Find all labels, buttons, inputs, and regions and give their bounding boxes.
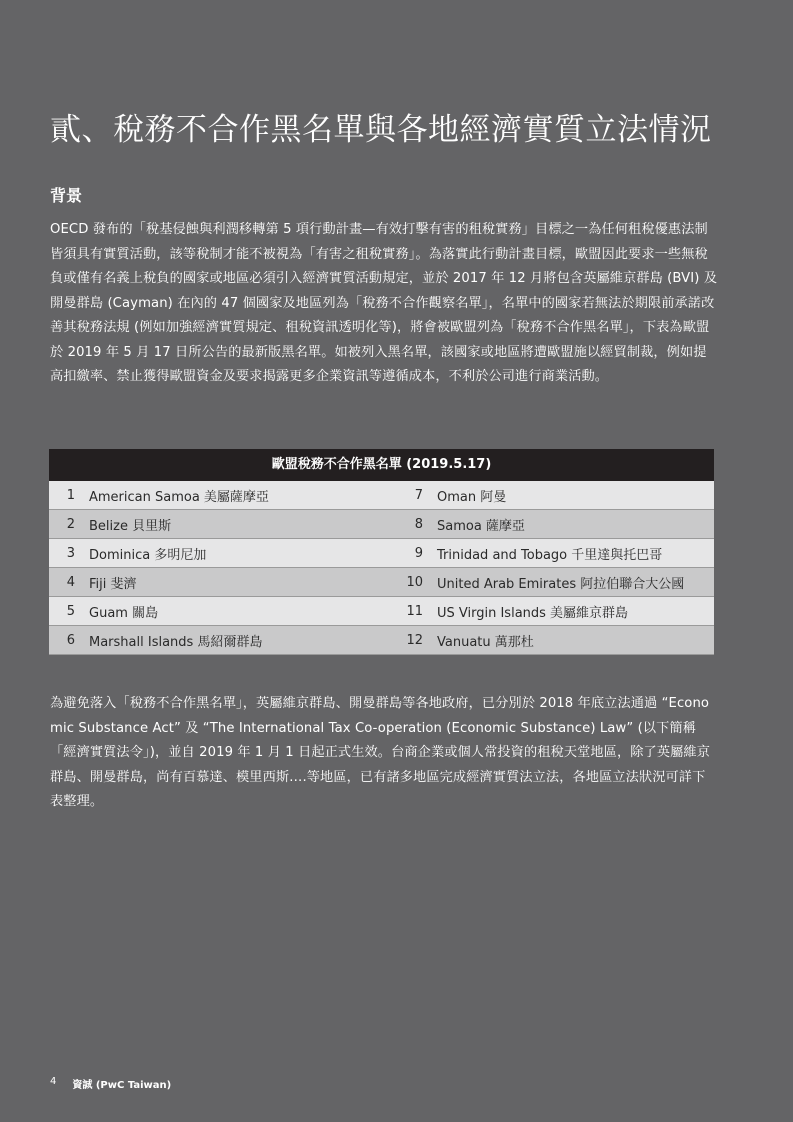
row-number-right: 11 [406, 603, 423, 619]
section-heading-background: 背景 [50, 186, 83, 205]
publication-name: 資誠 (PwC Taiwan) [72, 1080, 172, 1091]
country-name-left: Belize 貝里斯 [89, 518, 172, 534]
country-name-left: Marshall Islands 馬紹爾群島 [89, 634, 263, 650]
table-row [49, 626, 714, 655]
row-number-right: 9 [414, 545, 423, 561]
table-row [49, 481, 714, 510]
country-name-right: Oman 阿曼 [437, 489, 507, 505]
row-number-left: 2 [66, 516, 75, 532]
row-number-left: 3 [66, 545, 75, 561]
table-row [49, 539, 714, 568]
page-title: 貳、稅務不合作黑名單與各地經濟實質立法情況 [50, 112, 712, 148]
country-name-right: Trinidad and Tobago 千里達與托巴哥 [437, 547, 663, 563]
country-name-right: US Virgin Islands 美屬維京群島 [437, 605, 629, 621]
row-number-left: 6 [66, 632, 75, 648]
table-row [49, 510, 714, 539]
country-name-right: Vanuatu 萬那杜 [437, 634, 534, 650]
country-name-right: United Arab Emirates 阿拉伯聯合大公國 [437, 576, 685, 592]
country-name-left: Guam 關島 [89, 605, 159, 621]
country-name-right: Samoa 薩摩亞 [437, 518, 525, 534]
table-row [49, 568, 714, 597]
row-number-left: 1 [66, 487, 75, 503]
blacklist-table [49, 449, 714, 655]
table-row [49, 597, 714, 626]
table-caption: 歐盟稅務不合作黑名單 (2019.5.17) [49, 449, 714, 481]
country-name-left: Fiji 斐濟 [89, 576, 137, 592]
row-number-right: 8 [414, 516, 423, 532]
page-footer [50, 1076, 171, 1091]
row-number-left: 4 [66, 574, 75, 590]
page-number: 4 [50, 1076, 57, 1087]
followup-paragraph: 為避免落入「稅務不合作黑名單」，英屬維京群島、開曼群島等各地政府，已分別於 2018 年底立法通過 “Economic Substance Act” 及 “The International Tax Co-operation (Economic Substance) Law” (以下簡稱「經濟實質法令」)，並自 2019 年 1 月 1 日起正式生效。台商企業或個人常投資的租稅天堂地區，除了英屬維京群島、開曼群島，尚有百慕達、模里西斯….等地區，已有諸多地區完成經濟實質法立法，各地區立法狀況可詳下表整理。 [50, 696, 710, 809]
row-number-right: 10 [406, 574, 423, 590]
country-name-left: Dominica 多明尼加 [89, 547, 207, 563]
country-name-left: American Samoa 美屬薩摩亞 [89, 489, 269, 505]
intro-paragraph: OECD 發布的「稅基侵蝕與利潤移轉第 5 項行動計畫—有效打擊有害的租稅實務」目標之一為任何租稅優惠法制皆須具有實質活動，該等稅制才能不被視為「有害之租稅實務」。為落實此行動計畫目標，歐盟因此要求一些無稅負或僅有名義上稅負的國家或地區必須引入經濟實質活動規定，並於 2017 年 12 月將包含英屬維京群島 (BVI) 及開曼群島 (Cayman) 在內的 47 個國家及地區列為「稅務不合作觀察名單」，名單中的國家若無法於期限前承諾改善其稅務法規 (例如加強經濟實質規定、租稅資訊透明化等)，將會被歐盟列為「稅務不合作黑名單」，下表為歐盟於 2019 年 5 月 17 日所公告的最新版黑名單。如被列入黑名單，該國家或地區將遭歐盟施以經貿制裁，例如提高扣繳率、禁止獲得歐盟資金及要求揭露更多企業資訊等遵循成本，不利於公司進行商業活動。 [50, 222, 718, 384]
row-number-left: 5 [66, 603, 75, 619]
row-number-right: 7 [414, 487, 423, 503]
table-body [49, 481, 714, 655]
row-number-right: 12 [406, 632, 423, 648]
